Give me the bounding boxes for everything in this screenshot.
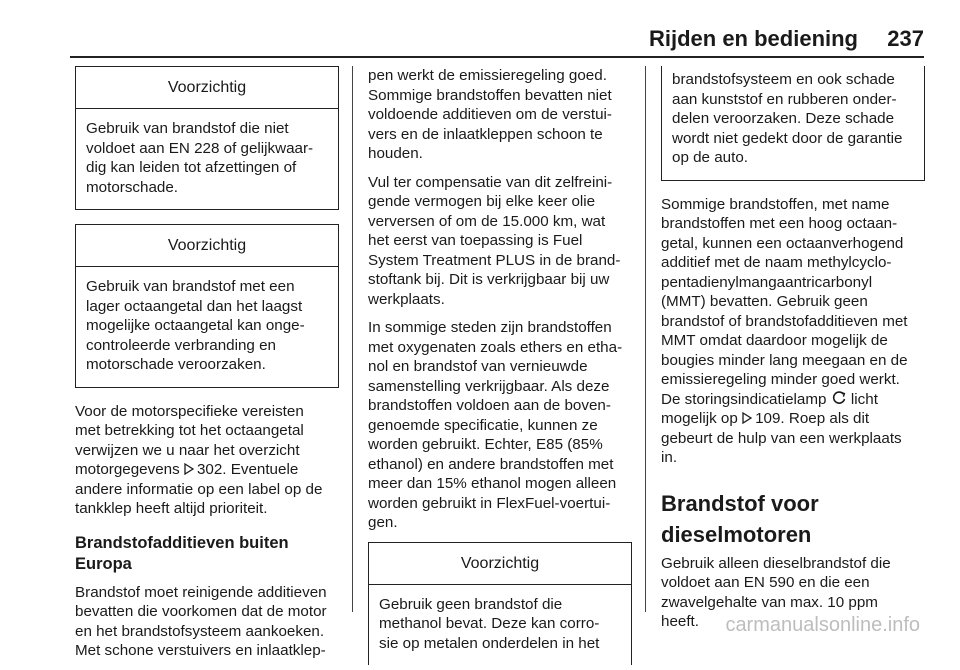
page-header (70, 22, 924, 58)
caution-body: Gebruik geen brandstof die methanol bevat. Deze kan corro- sie op metalen onderdelen in het (379, 595, 600, 652)
paragraph: Voor de motorspecifieke vereisten met betrekking tot het octaangetal verwijzen we u naar het overzicht motorgegevens 302. Eventuele andere informatie op een label op de tankklep heeft altijd prioriteit. (75, 402, 323, 517)
column-1 (75, 66, 339, 670)
page-reference[interactable]: 302 (196, 461, 223, 478)
page-number: 237 (887, 26, 924, 51)
column-divider (352, 66, 353, 612)
caution-box (368, 542, 632, 666)
caution-body: Gebruik van brandstof met een lager octaangetal dan het laagst mogelijke octaangetal kan onge- controleerde verbranding en motorschade veroorzaken. (86, 278, 305, 373)
caution-box (75, 224, 339, 388)
caution-body: brandstofsysteem en ook schade aan kunststof en rubberen onder- delen veroorzaken. Deze schade wordt niet gedekt door de garantie op de auto. (672, 71, 903, 166)
caution-title: Voorzichtig (369, 543, 631, 585)
column-2 (368, 66, 632, 665)
paragraph: Sommige brandstoffen, met name brandstoffen met een hoog octaan- getal, kunnen een octaanverhogend additief met de naam methylcyclo- pentadienylmangaantricarbonyl (MMT) bevatten. Gebruik geen brandstof of brandstofadditieven met MMT omdat daardoor mogelijk de bougies minder lang meegaan en de emissieregeling minder goed werkt. De storingsindicatielamp licht mogelijk op 109. Roep als dit gebeurt de hulp van een werkplaats in. (661, 195, 908, 466)
section-heading: Brandstof voor dieselmotoren (661, 490, 819, 547)
caution-box-continued (661, 66, 925, 181)
section-heading: Brandstofadditieven buiten Europa (75, 533, 289, 573)
caution-box (75, 66, 339, 210)
caution-title: Voorzichtig (76, 225, 338, 267)
malfunction-indicator-lamp-icon (831, 390, 847, 406)
section-title: Rijden en bediening (648, 26, 858, 51)
column-3 (661, 66, 925, 641)
paragraph: Gebruik alleen dieselbrandstof die voldoet aan EN 590 en die een zwavelgehalte van max. 10 ppm heeft. (661, 554, 891, 630)
paragraph: Brandstof moet reinigende additieven bevatten die voorkomen dat de motor en het brandstofsysteem aankoeken. Met schone verstuivers en inlaatklep- (75, 583, 327, 659)
page-reference-arrow-icon (184, 463, 194, 475)
paragraph: Vul ter compensatie van dit zelfreini- gende vermogen bij elke keer olie verversen of om de 15.000 km, wat het eerst van toepassing is Fuel System Treatment PLUS in de brand- stoftank bij. Dit is verkrijgbaar bij uw werkplaats. (368, 173, 621, 308)
watermark: carmanualsonline.info (725, 614, 920, 636)
caution-title: Voorzichtig (76, 67, 338, 109)
paragraph: pen werkt de emissieregeling goed. Sommige brandstoffen bevatten niet voldoende additieven om de verstui- vers en de inlaatkleppen schoon te houden. (368, 67, 612, 162)
header-rule (70, 56, 924, 58)
caution-body: Gebruik van brandstof die niet voldoet aan EN 228 of gelijkwaar- dig kan leiden tot afzettingen of motorschade. (86, 120, 314, 196)
column-divider (645, 66, 646, 612)
page-reference[interactable]: 109 (755, 410, 781, 427)
paragraph: In sommige steden zijn brandstoffen met oxygenaten zoals ethers en etha- nol en brandstof van vernieuwde samenstelling verkrijgbaar. Als deze brandstoffen voldoen aan de boven- genoemde specificatie, kunnen ze worden gebruikt. Echter, E85 (85% ethanol) en andere brandstoffen met meer dan 15% ethanol mogen alleen worden gebruikt in FlexFuel-voertui- gen. (368, 319, 623, 531)
page-reference-arrow-icon (742, 412, 752, 424)
